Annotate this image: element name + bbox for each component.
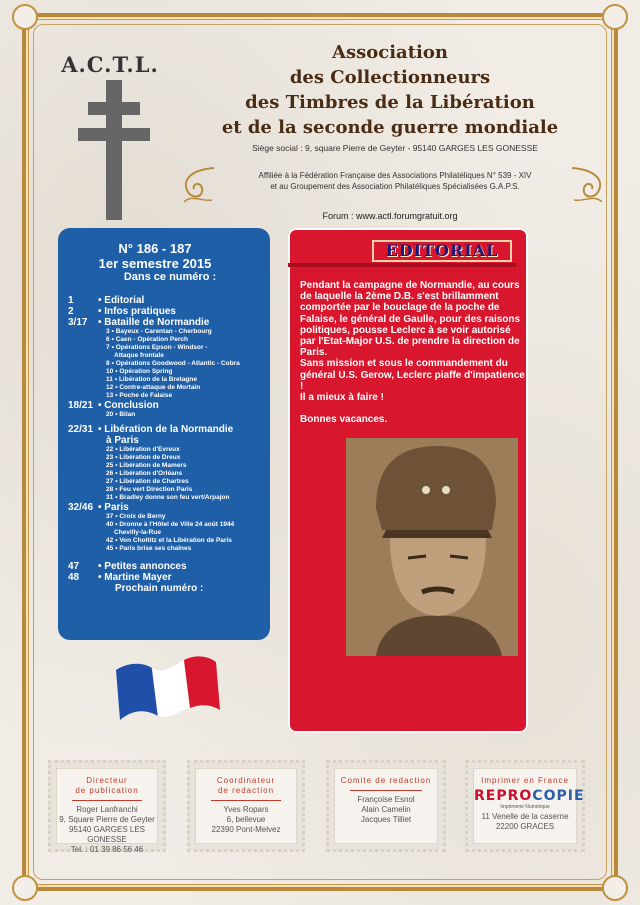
stamp-title: Directeur: [86, 776, 128, 785]
stamp-line: 22200 GRACES: [495, 822, 555, 831]
title-line: des Timbres de la Libération: [245, 92, 535, 113]
stamp-line: Tel. : 01 39 86 56 46: [70, 845, 144, 854]
affiliation-line: Affiliée à la Fédération Française des Associations Philatéliques N° 539 - XIV: [258, 171, 532, 180]
stamp-coordinateur: [187, 760, 305, 852]
stamp-imprimeur: [465, 760, 585, 852]
toc-subitem: 3 • Bayeux - Carentan - Cherbourg: [106, 328, 212, 335]
toc-subitem: 10 • Opération Spring: [106, 368, 173, 375]
logo-part: REPRO: [474, 788, 533, 804]
stamp-directeur: [48, 760, 166, 852]
stamp-title: Comite de redaction: [340, 776, 432, 785]
title-line: des Collectionneurs: [289, 67, 491, 88]
actl-logo-text: A.C.T.L.: [61, 52, 159, 77]
toc-item: 3/17 • Bataille de Normandie: [68, 317, 210, 328]
toc-item: 2 • Infos pratiques: [68, 306, 176, 317]
toc-subitem: 28 • Feu vert Direction Paris: [106, 486, 193, 493]
contents-heading: Dans ce numéro :: [123, 271, 217, 283]
toc-item: 22/31 • Libération de la Normandie: [68, 424, 234, 435]
stamp-separator: [72, 800, 142, 801]
stamp-line: 6, bellevue: [226, 815, 266, 824]
toc-subitem: 20 • Bilan: [106, 411, 136, 418]
stamp-line: 9, Square Pierre de Geyter: [59, 815, 155, 824]
stamp-separator: [350, 790, 421, 791]
affiliation-text: [210, 170, 580, 192]
toc-item: 32/46 • Paris: [68, 502, 129, 513]
toc-subitem: 13 • Poche de Falaise: [106, 392, 173, 399]
toc-subitem: Chevilly-la-Rue: [114, 529, 161, 536]
editorial-paragraph: Il a mieux à faire !: [300, 392, 384, 404]
editorial-panel: [288, 228, 528, 733]
editorial-text: [300, 280, 526, 425]
frame-corner-ornament: [12, 4, 38, 30]
stamp-title: de publication: [75, 786, 139, 795]
editorial-title-box: [372, 240, 512, 262]
toc-subitem: 26 • Libération d'Orléans: [106, 470, 183, 477]
affiliation-line: et au Groupement des Association Philatéliques Spécialisées G.A.P.S.: [270, 182, 520, 191]
frame-corner-ornament: [602, 4, 628, 30]
stamp-title: Imprimer en France: [481, 776, 569, 785]
editorial-paragraph: Sans mission et sous le commandement du général U.S. Gerow, Leclerc piaffe d'impatience !: [300, 358, 525, 392]
stamp-line: Yves Ropars: [223, 805, 269, 814]
stamp-line: 11 Venelle de la caserne: [481, 812, 569, 821]
editorial-paragraph: Pendant la campagne de Normandie, au cours de laquelle la 2ème D.B. s'est brillamment comportée par le bouclage de la poche de Falaise, le général de Gaulle, pour des raisons politiques, pousse Leclerc à se voir autorisé par l'Etat-Major U.S. de prendre la direction de Paris.: [300, 280, 521, 359]
stamp-line: Roger Lanfranchi: [76, 805, 138, 814]
issue-number: N° 186 - 187: [118, 241, 192, 256]
toc-subitem: Attaque frontale: [114, 352, 164, 359]
summary-panel: [58, 228, 270, 640]
forum-link[interactable]: Forum : www.actl.forumgratuit.org: [322, 211, 458, 221]
toc-subitem: 31 • Bradley donne son feu vert/Arpajon: [106, 494, 230, 501]
toc-subitem: 6 • Caen - Opération Perch: [106, 336, 188, 343]
toc-subitem: 22 • Libération d'Evreux: [106, 446, 180, 453]
logo-tagline: Imprimerie Numérique: [500, 804, 550, 810]
title-line: et de la seconde guerre mondiale: [221, 117, 559, 138]
editorial-band: [288, 263, 516, 267]
title-line: Association: [332, 42, 448, 63]
french-flag-icon: [112, 650, 222, 726]
stamp-line: Françoise Esnol: [357, 795, 415, 804]
frame-corner-ornament: [12, 875, 38, 901]
toc-subitem: 37 • Croix de Berny: [106, 513, 166, 520]
toc-subitem: 40 • Dronne à l'Hôtel de Ville 24 août 1944: [106, 521, 235, 528]
association-title: [180, 40, 600, 140]
toc-subitem: 42 • Von Choltitz et la Libération de Paris: [106, 537, 232, 544]
general-portrait-photo: [346, 438, 518, 656]
siege-social: Siège social : 9, square Pierre de Geyter - 95140 GARGES LES GONESSE: [252, 143, 538, 153]
stamp-line: 22390 Pont-Melvez: [211, 825, 281, 834]
toc-item: 48 • Martine Mayer: [68, 572, 172, 583]
cross-of-lorraine-icon: [74, 80, 154, 220]
stamp-line: 95140 GARGES LES GONESSE: [68, 825, 146, 844]
stamp-title: Coordinateur: [216, 776, 276, 785]
editorial-title: EDITORIAL: [385, 241, 499, 260]
toc-subitem: 27 • Libération de Chartres: [106, 478, 189, 485]
toc-subitem: 8 • Opérations Goodwood - Atlantic - Cobra: [106, 360, 240, 367]
stamp-line: Jacques Tilliet: [360, 815, 412, 824]
stamp-line: Alain Camelin: [361, 805, 411, 814]
stamp-comite: [326, 760, 446, 852]
editorial-paragraph: Bonnes vacances.: [300, 414, 388, 426]
toc-subitem: 45 • Paris brise ses chaînes: [106, 545, 192, 552]
stamp-separator: [211, 800, 281, 801]
toc-subitem: 23 • Libération de Dreux: [106, 454, 181, 461]
frame-corner-ornament: [602, 875, 628, 901]
next-issue-label: Prochain numéro :: [115, 583, 204, 594]
stamp-title: de redaction: [217, 786, 275, 795]
toc-subitem: 25 • Libération de Mamers: [106, 462, 187, 469]
issue-semester: 1er semestre 2015: [98, 256, 212, 271]
toc-subitem: 7 • Opérations Epson - Windsor -: [106, 344, 208, 351]
toc-item: 47 • Petites annonces: [68, 561, 187, 572]
toc-subitem: 11 • Libération de la Bretagne: [106, 376, 197, 383]
toc-item: à Paris: [106, 435, 139, 446]
logo-part: COPIE: [532, 788, 585, 804]
toc-item: 18/21 • Conclusion: [68, 400, 159, 411]
toc-item: 1 • Editorial: [68, 295, 145, 306]
reprocopie-logo: [474, 788, 585, 804]
toc-subitem: 12 • Contre-attaque de Mortain: [106, 384, 201, 391]
